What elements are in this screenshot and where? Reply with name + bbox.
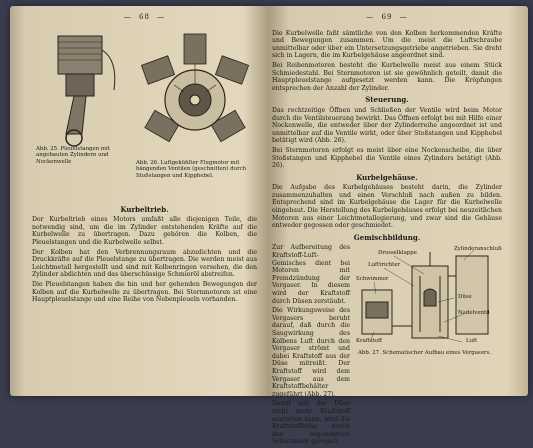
gemisch-text-column (272, 244, 350, 447)
paragraph: Die Aufgabe des Kurbelgehäuses besteht darin, die Zylinder zusammenzuhalten und einen Verschluß nach außen zu bilden. Entsprechend sind im Kurbelgehäuse die Lager für die Kurbelwelle eingebaut. Die Herstellung des Kurbelgehäuses erfolgt bei neuzeitlichen Motoren aus einer Leichtmetallegierung, und zwar sind die Gehäuse entweder gegossen oder geschmiedet. (272, 184, 502, 230)
figure-label: Drosselklappe (378, 250, 417, 257)
paragraph: Damit aus der Düse nicht mehr Kraftstoff austreten kann, wird die Kraftstoffhöhe durch den sogenannten Schwimmer geregelt. (272, 400, 350, 446)
figure-label: Düse (458, 294, 472, 301)
figure-label: Luft (466, 338, 478, 345)
section-heading-kurbelgehaeuse: Kurbelgehäuse. (356, 172, 418, 182)
connecting-rod-illustration (38, 30, 128, 150)
figure-label: Kraftstoff (356, 338, 382, 345)
figure-25-caption: Abb. 25. Pleuelstangen mit angebauten Zylindern und Nockenwelle (36, 145, 110, 165)
left-figures (32, 30, 257, 180)
open-book (10, 6, 528, 446)
figure-27-caption: Abb. 27. Schematischer Aufbau eines Vergasers. (358, 350, 491, 357)
right-page-number: — 69 — (366, 13, 408, 21)
figure-label: Nadelventil (458, 310, 490, 317)
paragraph: Die Wirkungsweise des Vergasers beruht darauf, daß durch die Saugwirkung des Kolbens Luft durch den Vergaser strömt und dabei Kraftstoff aus der Düse mitreißt. Der Kraftstoff wird dem Vergaser aus dem Kraftstoffbehälter zugeführt (Abb. 27). (272, 307, 350, 398)
figure-label: Schwimmer (356, 276, 389, 283)
carburetor-figure (354, 246, 502, 364)
section-heading-gemischbildung: Gemischbildung. (353, 232, 421, 242)
paragraph: Die Kurbelwelle faßt sämtliche von den Kolben herkommenden Kräfte und Bewegungen zusammen. Um die meist die Luftschraube unmittelbar oder über ein Untersetzungsgetriebe angetrieben. Sie dreht sich in Lagern, die im Kurbelgehäuse angeordnet sind. (272, 29, 502, 60)
figure-26-caption: Abb. 26. Luftgekühlter Flugmotor mit hängenden Ventilen (geschnitten) durch Stoßstangen und Kipphebel. (136, 159, 247, 179)
paragraph: Das rechtzeitige Öffnen und Schließen der Ventile wird beim Motor durch die Ventilsteuerung bewirkt. Das Öffnen erfolgt bei mit Hilfe einer Nockenwelle, die entweder über der Zylinderreihe angeordnet ist und unmittelbar auf die Ventile wirkt, oder über Stoßstangen und Kipphebel betätigt wird (Abb. 26). (272, 106, 502, 145)
figure-label: Zylinderanschluß (454, 246, 502, 253)
section-heading-kurbeltrieb: Kurbeltrieb. (120, 204, 169, 214)
paragraph: Der Kolben hat den Verbrennungsraum abzudichten und die Druckkräfte auf die Pleuelstange zu übertragen. Die werden meist aus Leichtmetall hergestellt und sind mit Kolbenringen versehen, die den Zylinder abdichten und das überschüssige Schmieröl abstreifen. (32, 248, 257, 279)
right-page (272, 6, 502, 446)
paragraph: Zur Aufbereitung des Kraftstoff-Luft-Gemisches dient bei Motoren mit Fremdzündung der Vergaser. In diesem wird der Kraftstoff durch Düsen zerstäubt. (272, 244, 350, 305)
left-page (32, 6, 257, 396)
left-page-number: — 68 — (123, 13, 166, 21)
paragraph: Bei Reihenmotoren besteht die Kurbelwelle meist aus einem Stück Schmiedestahl. Bei Sternmotoren ist sie gewöhnlich geteilt, damit die Hauptpleuelstange aufgesetzt werden kann. Die Kröpfungen entsprechen der Anzahl der Zylinder. (272, 61, 502, 92)
section-heading-steuerung: Steuerung. (365, 95, 409, 105)
figure-label: Lufttrichter (368, 262, 401, 269)
radial-engine-illustration (134, 30, 254, 158)
paragraph: Der Kurbeltrieb eines Motors umfaßt alle diejenigen Teile, die notwendig sind, um die im Zylinder entstehenden Kräfte auf die Kurbelwelle zu übertragen. Dazu gehören die Kolben, die Pleuelstangen und die Kurbelwelle selbst. (32, 216, 257, 246)
paragraph: Bei Sternmotoren erfolgt es meist über eine Nockenscheibe, die über Stoßstangen und Kipphebel die Ventile eines Zylinders betätigt (Abb. 26). (272, 146, 502, 170)
paragraph: Die Pleuelstangen haben die hin und her gehenden Bewegungen der Kolben auf die Kurbelwelle zu übertragen. Bei Sternmotoren ist eine Hauptpleuelstange und eine Reihe von Nebenpleueln vorhanden. (32, 280, 257, 304)
